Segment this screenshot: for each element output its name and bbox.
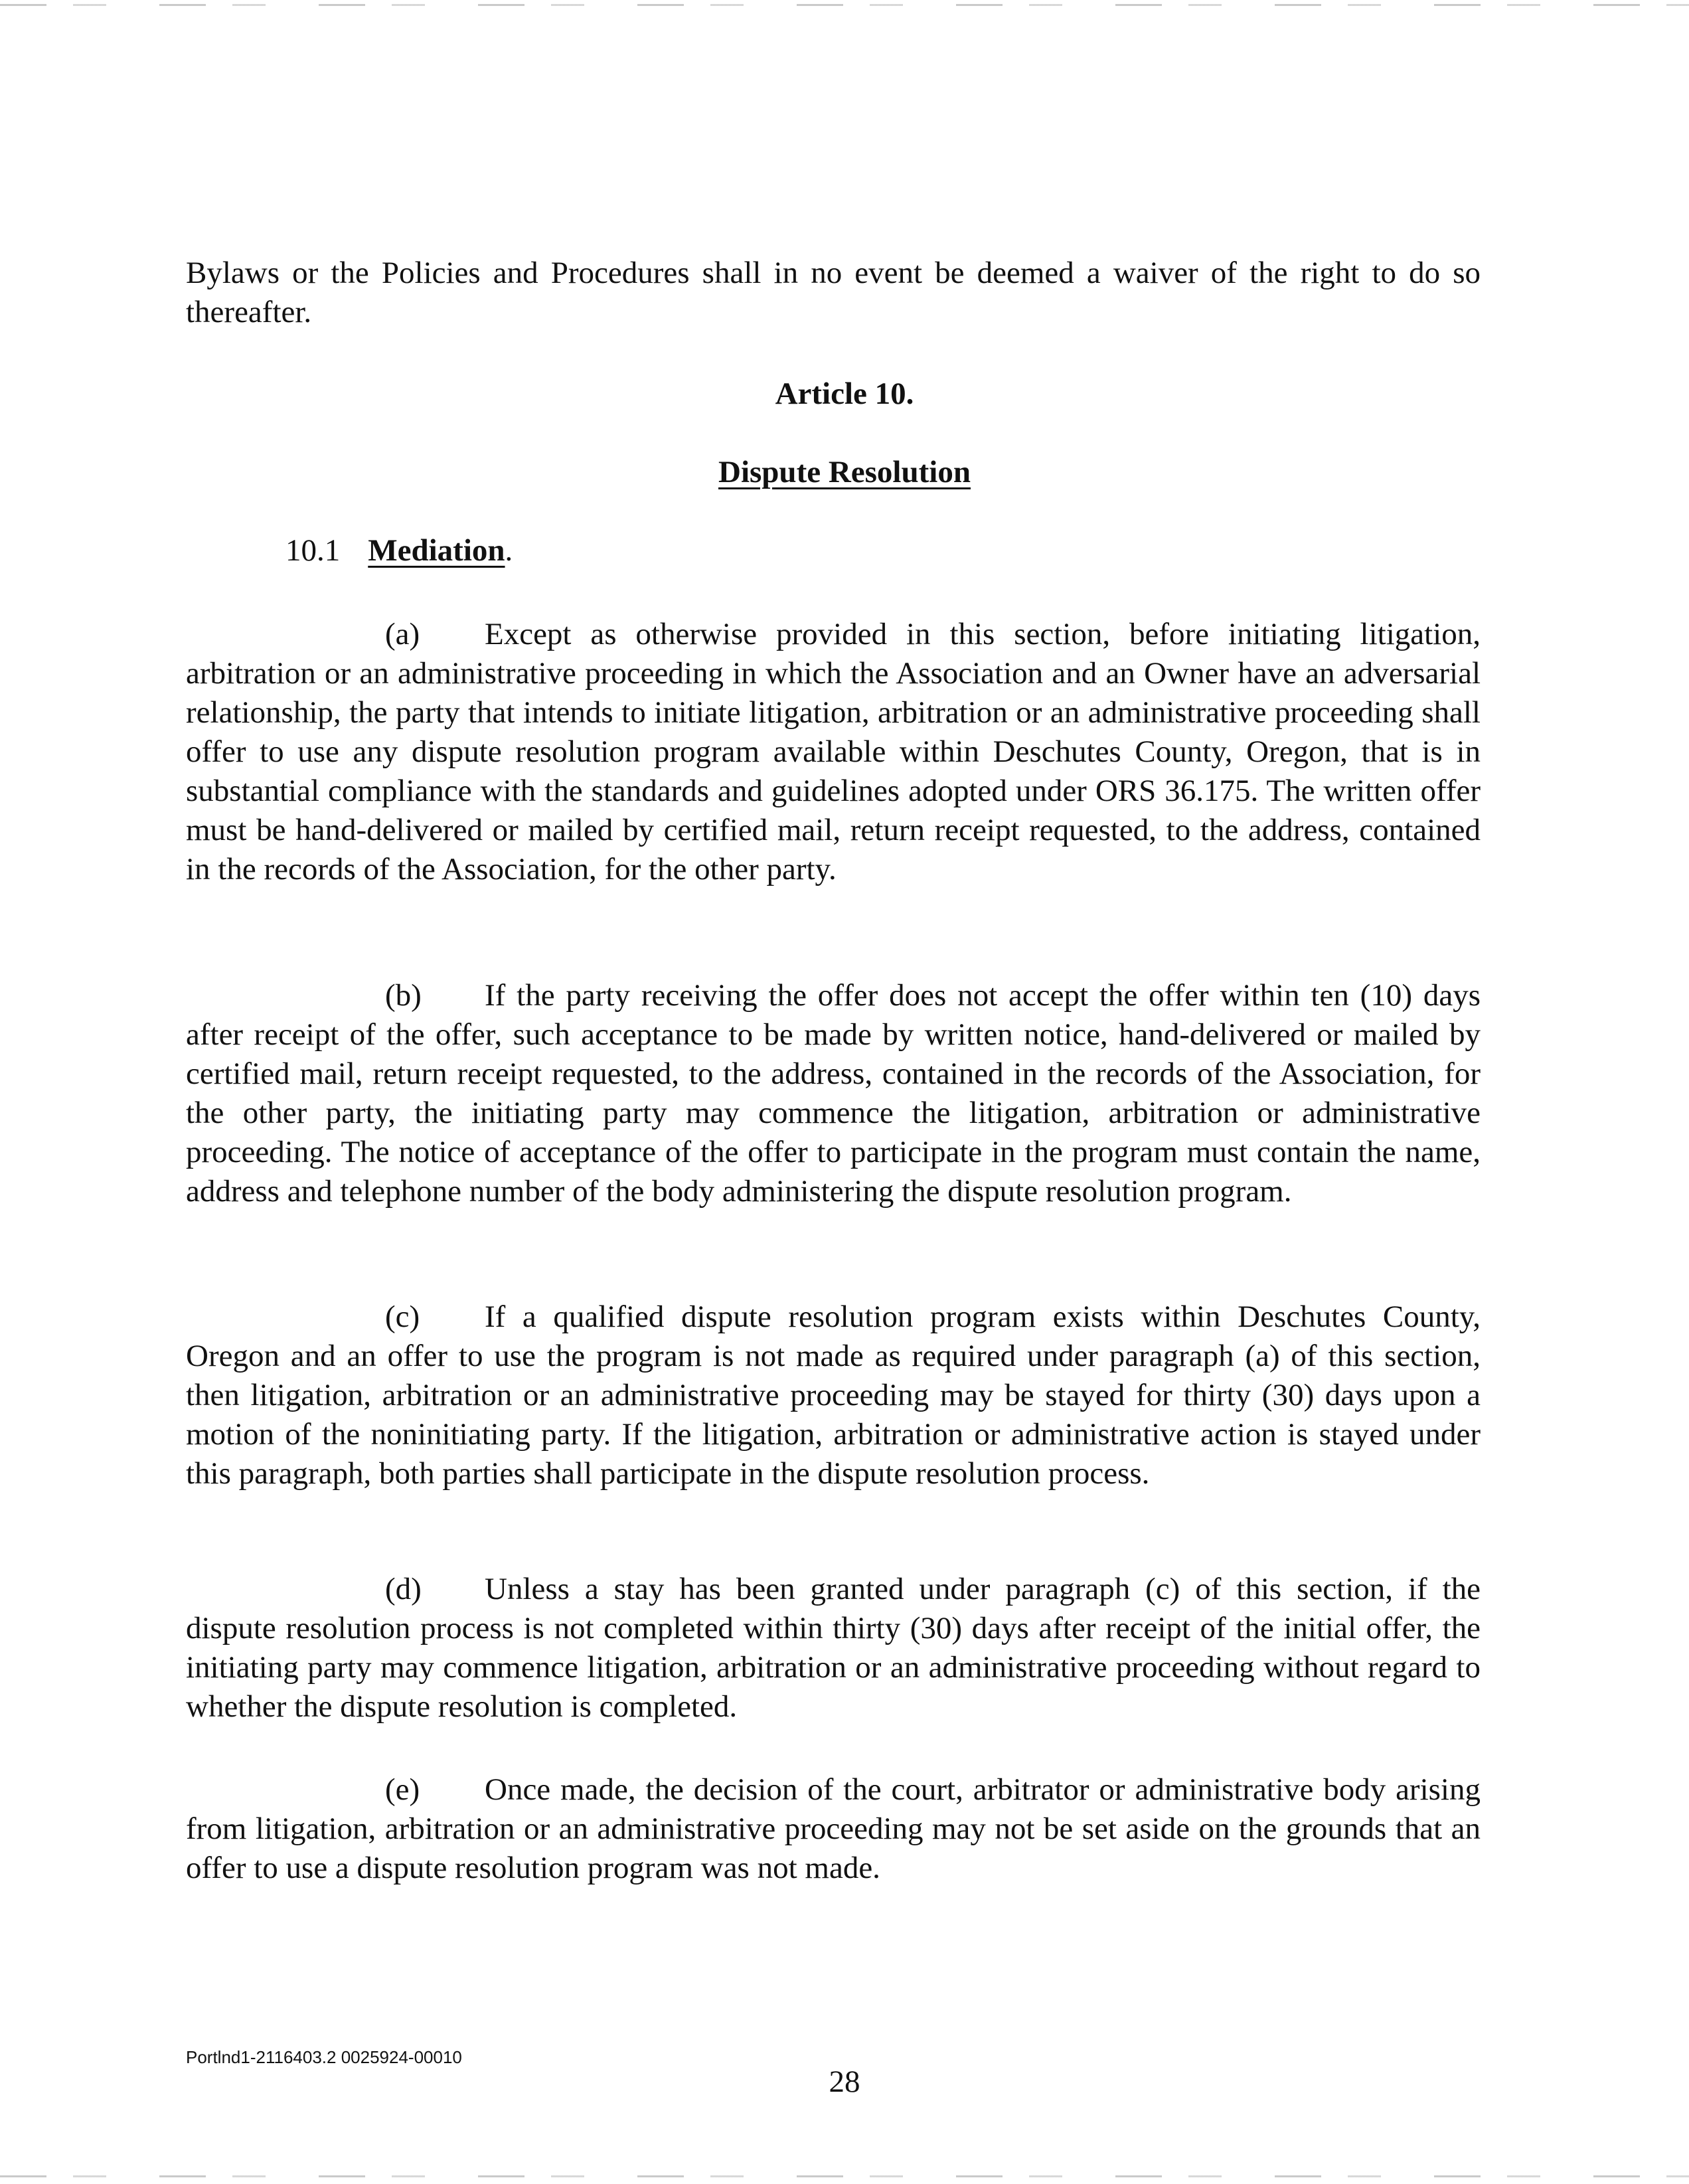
paragraph-label: (b) — [385, 978, 422, 1013]
section-number: 10.1 — [285, 533, 341, 568]
paragraph-text: Once made, the decision of the court, arbitrator or administrative body arising from litigation, arbitration or an administrative proceeding may not be set aside on the grounds that an offer to use a dispute resolution program was not made. — [186, 1772, 1481, 1885]
paragraph-c — [186, 1298, 1481, 1493]
article-number: Article 10. — [775, 377, 914, 411]
paragraph-e — [186, 1770, 1481, 1888]
paragraph-label: (e) — [385, 1772, 420, 1807]
section-heading — [285, 531, 513, 570]
article-title — [0, 453, 1689, 492]
paragraph-label: (a) — [385, 617, 420, 651]
paragraph-b — [186, 976, 1481, 1211]
article-title-text: Dispute Resolution — [718, 455, 971, 489]
paragraph-label: (d) — [385, 1572, 422, 1606]
paragraph-text: If the party receiving the offer does not accept the offer within ten (10) days after receipt of the offer, such acceptance to be made by written notice, hand-delivered or mailed by certified mail, return receipt requested, to the address, contained in the records of the Association, for the other party, the initiating party may commence the litigation, arbitration or administrative proceeding. The notice of acceptance of the offer to participate in the program must contain the name, address and telephone number of the body administering the dispute resolution program. — [186, 978, 1481, 1209]
paragraph-text: If a qualified dispute resolution program exists within Deschutes County, Oregon and an offer to use the program is not made as required under paragraph (a) of this section, then litigation, arbitration or an administrative proceeding may be stayed for thirty (30) days upon a motion of the noninitiating party. If the litigation, arbitration or administrative action is stayed under this paragraph, both parties shall participate in the dispute resolution process. — [186, 1300, 1481, 1491]
paragraph-d — [186, 1570, 1481, 1726]
paragraph-a — [186, 615, 1481, 889]
top-scan-artifact — [0, 4, 1689, 6]
document-footer-id: Portlnd1-2116403.2 0025924-00010 — [186, 2047, 462, 2067]
page-number: 28 — [829, 2064, 860, 2099]
paragraph-text: Except as otherwise provided in this section, before initiating litigation, arbitration or an administrative proceeding in which the Association and an Owner have an adversarial relationship, the party that intends to initiate litigation, arbitration or an administrative proceeding shall offer to use any dispute resolution program available within Deschutes County, Oregon, that is in substantial compliance with the standards and guidelines adopted under ORS 36.175. The written offer must be hand-delivered or mailed by certified mail, return receipt requested, to the address, contained in the records of the Association, for the other party. — [186, 617, 1481, 886]
section-title-punct: . — [505, 533, 513, 568]
paragraph-label: (c) — [385, 1300, 420, 1334]
section-title: Mediation — [368, 533, 505, 568]
paragraph-text: Unless a stay has been granted under paragraph (c) of this section, if the dispute resolution process is not completed within thirty (30) days after receipt of the initial offer, the initiating party may commence litigation, arbitration or an administrative proceeding without regard to whether the dispute resolution is completed. — [186, 1572, 1481, 1724]
bottom-scan-artifact — [0, 2175, 1689, 2177]
continuation-paragraph: Bylaws or the Policies and Procedures shall in no event be deemed a waiver of the right to do so thereafter. — [186, 256, 1481, 329]
